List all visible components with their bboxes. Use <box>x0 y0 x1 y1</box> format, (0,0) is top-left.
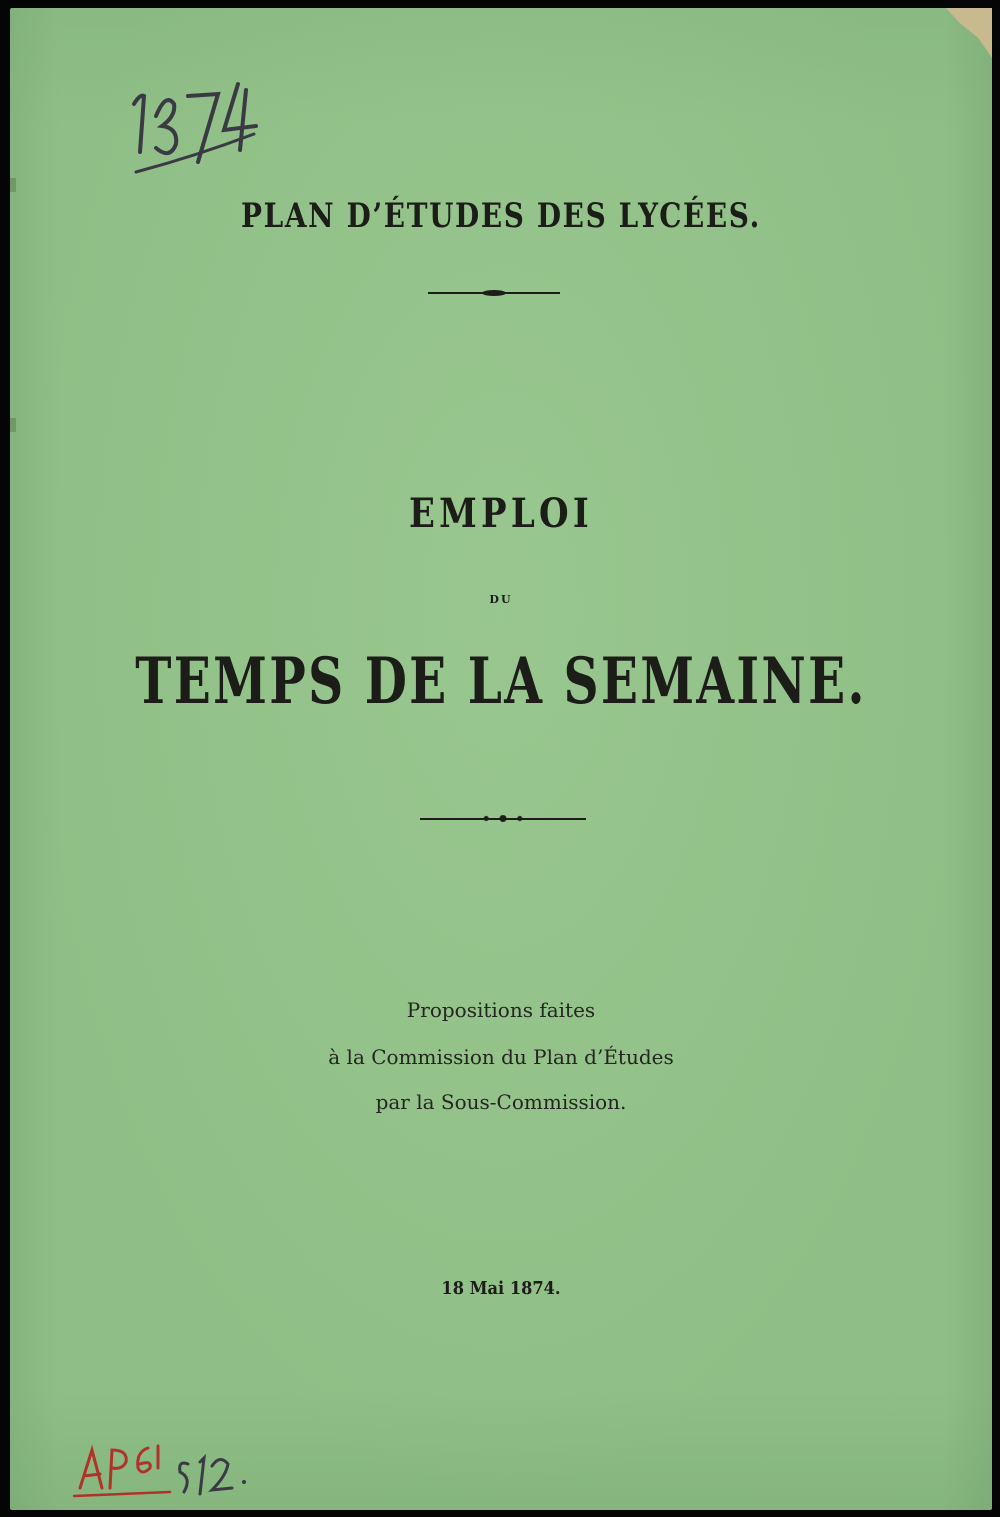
title-line-1: EMPLOI <box>408 490 594 537</box>
series-title: PLAN D’ÉTUDES DES LYCÉES. <box>241 196 761 236</box>
subtitle-line: à la Commission du Plan d’Études <box>328 1045 674 1069</box>
torn-corner <box>946 8 992 58</box>
archive-call-number-annotation <box>70 1438 300 1508</box>
ornamental-rule <box>428 292 560 294</box>
binding-mark <box>10 178 16 192</box>
handwritten-year-annotation <box>126 64 276 184</box>
ornamental-rule <box>420 818 586 820</box>
binding-mark <box>10 418 16 432</box>
title-connector: DU <box>489 593 513 606</box>
title-line-2: TEMPS DE LA SEMAINE. <box>135 644 867 719</box>
subtitle-line: Propositions faites <box>406 998 596 1022</box>
document-cover <box>10 8 992 1510</box>
publication-date: 18 Mai 1874. <box>441 1278 561 1299</box>
subtitle-line: par la Sous-Commission. <box>375 1090 627 1114</box>
